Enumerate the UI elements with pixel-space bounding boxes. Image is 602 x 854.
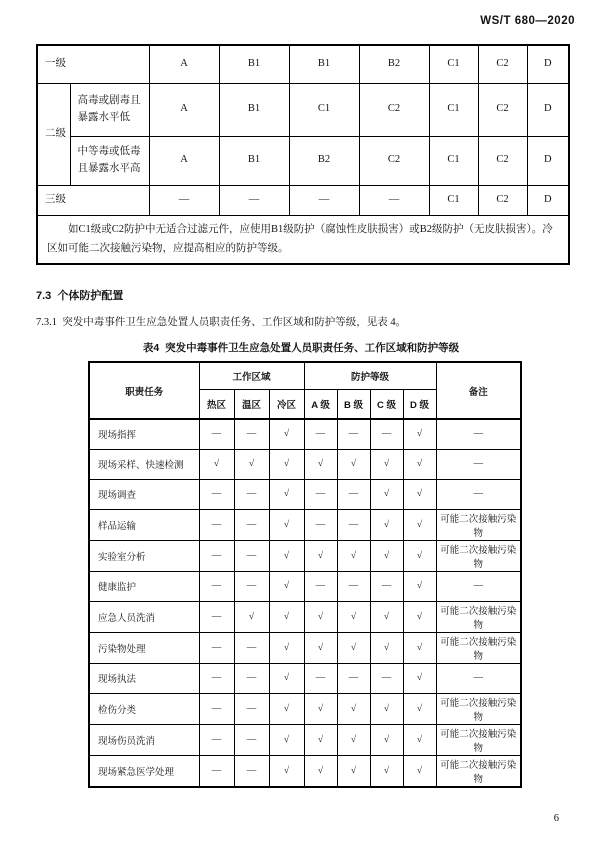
table-row bbox=[89, 724, 521, 755]
task-cell: 现场执法 bbox=[89, 663, 199, 693]
cell: √ bbox=[337, 724, 370, 755]
cell: B2 bbox=[289, 136, 359, 185]
cell: — bbox=[234, 755, 269, 787]
col-header-level-b: B 级 bbox=[337, 389, 370, 419]
remark-cell: — bbox=[436, 479, 521, 509]
cell: — bbox=[199, 479, 234, 509]
cell: D bbox=[527, 185, 569, 215]
table-row bbox=[89, 755, 521, 787]
task-cell: 实验室分析 bbox=[89, 540, 199, 571]
cell: √ bbox=[370, 693, 403, 724]
cell: D bbox=[527, 45, 569, 83]
cell: — bbox=[304, 509, 337, 540]
cell: — bbox=[199, 724, 234, 755]
cell: — bbox=[199, 419, 234, 449]
cell: √ bbox=[370, 601, 403, 632]
cell: √ bbox=[234, 449, 269, 479]
cell: B2 bbox=[359, 45, 429, 83]
cell: √ bbox=[337, 449, 370, 479]
cell: √ bbox=[403, 663, 436, 693]
cell: — bbox=[337, 509, 370, 540]
remark-cell: — bbox=[436, 663, 521, 693]
remark-cell: 可能二次接触污染物 bbox=[436, 755, 521, 787]
cell: B1 bbox=[289, 45, 359, 83]
cell: C2 bbox=[478, 83, 527, 136]
table-note-row bbox=[37, 215, 569, 264]
table-row bbox=[89, 601, 521, 632]
cell: — bbox=[234, 693, 269, 724]
cell: D bbox=[527, 136, 569, 185]
cell: √ bbox=[403, 632, 436, 663]
task-cell: 健康监护 bbox=[89, 571, 199, 601]
cell: √ bbox=[337, 755, 370, 787]
cell: √ bbox=[304, 724, 337, 755]
cell: — bbox=[199, 571, 234, 601]
cell: √ bbox=[370, 479, 403, 509]
cell: √ bbox=[403, 724, 436, 755]
table-row bbox=[89, 693, 521, 724]
col-header-task: 职责任务 bbox=[89, 362, 199, 419]
cell: √ bbox=[370, 509, 403, 540]
cell: B1 bbox=[219, 136, 289, 185]
cell: — bbox=[289, 185, 359, 215]
cell: C2 bbox=[359, 83, 429, 136]
col-header-level-d: D 级 bbox=[403, 389, 436, 419]
cell: — bbox=[304, 571, 337, 601]
table-note-text: 如C1级或C2防护中无适合过滤元件，应使用B1级防护（腐蚀性皮肤损害）或B2级防护（无皮肤损害）。冷区如可能二次接触污染物，应提高相应的防护等级。 bbox=[47, 223, 553, 254]
cell: — bbox=[337, 479, 370, 509]
cell: C1 bbox=[429, 185, 478, 215]
cell: √ bbox=[337, 693, 370, 724]
table-row bbox=[89, 419, 521, 449]
task-cell: 现场紧急医学处理 bbox=[89, 755, 199, 787]
cell: √ bbox=[304, 632, 337, 663]
cell: — bbox=[234, 663, 269, 693]
cell: — bbox=[199, 632, 234, 663]
col-header-level-a: A 级 bbox=[304, 389, 337, 419]
table4-duties-zones-levels bbox=[88, 361, 522, 788]
standard-number-header: WS/T 680—2020 bbox=[480, 15, 575, 27]
cell: B1 bbox=[219, 45, 289, 83]
task-cell: 现场采样、快速检测 bbox=[89, 449, 199, 479]
section-heading-7-3: 7.3 个体防护配置 bbox=[36, 290, 124, 302]
cell: √ bbox=[337, 540, 370, 571]
protection-level-table bbox=[36, 44, 570, 265]
remark-cell: — bbox=[436, 571, 521, 601]
cell: C1 bbox=[429, 45, 478, 83]
cell: √ bbox=[403, 509, 436, 540]
cell: D bbox=[527, 83, 569, 136]
task-cell: 现场调查 bbox=[89, 479, 199, 509]
cell: √ bbox=[370, 540, 403, 571]
cell: √ bbox=[403, 601, 436, 632]
paragraph-7-3-1: 7.3.1 突发中毒事件卫生应急处置人员职责任务、工作区域和防护等级，见表 4。 bbox=[36, 317, 407, 328]
col-header-level-c: C 级 bbox=[370, 389, 403, 419]
cell: √ bbox=[403, 571, 436, 601]
level-label: 二级 bbox=[37, 83, 70, 185]
cell: √ bbox=[403, 540, 436, 571]
cell: √ bbox=[269, 509, 304, 540]
cell: — bbox=[234, 632, 269, 663]
cell: — bbox=[199, 540, 234, 571]
task-cell: 现场指挥 bbox=[89, 419, 199, 449]
task-cell: 污染物处理 bbox=[89, 632, 199, 663]
cell: — bbox=[234, 571, 269, 601]
cell: — bbox=[337, 663, 370, 693]
cell: A bbox=[149, 136, 219, 185]
cell: C2 bbox=[478, 45, 527, 83]
table-row bbox=[37, 136, 569, 185]
cell: — bbox=[199, 755, 234, 787]
cell: √ bbox=[304, 755, 337, 787]
cell: √ bbox=[370, 449, 403, 479]
cell: — bbox=[199, 509, 234, 540]
cell: C2 bbox=[359, 136, 429, 185]
cell: A bbox=[149, 83, 219, 136]
cell: — bbox=[149, 185, 219, 215]
cell: — bbox=[370, 419, 403, 449]
table-row bbox=[89, 663, 521, 693]
table-row bbox=[89, 571, 521, 601]
remark-cell: 可能二次接触污染物 bbox=[436, 601, 521, 632]
cell: — bbox=[199, 693, 234, 724]
page-number: 6 bbox=[553, 813, 559, 824]
cell: √ bbox=[403, 479, 436, 509]
cell: C1 bbox=[429, 83, 478, 136]
cell: √ bbox=[269, 632, 304, 663]
table-row bbox=[89, 540, 521, 571]
col-group-work-zone: 工作区域 bbox=[199, 362, 304, 389]
remark-cell: 可能二次接触污染物 bbox=[436, 509, 521, 540]
task-cell: 现场伤员洗消 bbox=[89, 724, 199, 755]
task-cell: 应急人员洗消 bbox=[89, 601, 199, 632]
cell: — bbox=[234, 724, 269, 755]
cell: √ bbox=[199, 449, 234, 479]
cell: — bbox=[234, 509, 269, 540]
level-label: 三级 bbox=[37, 185, 149, 215]
cell: √ bbox=[269, 724, 304, 755]
table-row bbox=[89, 479, 521, 509]
cell: B1 bbox=[219, 83, 289, 136]
cell: √ bbox=[370, 632, 403, 663]
remark-cell: 可能二次接触污染物 bbox=[436, 693, 521, 724]
table4-caption: 表4 突发中毒事件卫生应急处置人员职责任务、工作区域和防护等级 bbox=[142, 342, 460, 354]
cell: √ bbox=[403, 693, 436, 724]
col-header-hot-zone: 热区 bbox=[199, 389, 234, 419]
cell: √ bbox=[304, 540, 337, 571]
cell: C1 bbox=[289, 83, 359, 136]
cell: √ bbox=[269, 663, 304, 693]
cell: — bbox=[234, 479, 269, 509]
cell: √ bbox=[269, 693, 304, 724]
col-group-protection-level: 防护等级 bbox=[304, 362, 436, 389]
cell: √ bbox=[234, 601, 269, 632]
cell: — bbox=[304, 419, 337, 449]
cell: — bbox=[370, 571, 403, 601]
task-cell: 样品运输 bbox=[89, 509, 199, 540]
cell: √ bbox=[403, 419, 436, 449]
table-row bbox=[37, 83, 569, 136]
cell: — bbox=[359, 185, 429, 215]
sub-label: 中等毒或低毒且暴露水平高 bbox=[70, 136, 149, 185]
level-label: 一级 bbox=[37, 45, 149, 83]
cell: √ bbox=[269, 571, 304, 601]
cell: √ bbox=[403, 449, 436, 479]
table-note bbox=[37, 215, 569, 264]
remark-cell: — bbox=[436, 419, 521, 449]
remark-cell: — bbox=[436, 449, 521, 479]
cell: √ bbox=[337, 601, 370, 632]
cell: √ bbox=[337, 632, 370, 663]
cell: √ bbox=[269, 755, 304, 787]
cell: — bbox=[304, 479, 337, 509]
cell: √ bbox=[370, 724, 403, 755]
sub-label: 高毒或剧毒且暴露水平低 bbox=[70, 83, 149, 136]
cell: — bbox=[337, 419, 370, 449]
table-row bbox=[89, 632, 521, 663]
cell: — bbox=[219, 185, 289, 215]
cell: A bbox=[149, 45, 219, 83]
cell: — bbox=[337, 571, 370, 601]
table-row bbox=[37, 185, 569, 215]
header-row-groups bbox=[89, 362, 521, 389]
cell: √ bbox=[403, 755, 436, 787]
cell: √ bbox=[304, 449, 337, 479]
cell: — bbox=[304, 663, 337, 693]
cell: √ bbox=[269, 419, 304, 449]
cell: C2 bbox=[478, 136, 527, 185]
cell: — bbox=[370, 663, 403, 693]
cell: C1 bbox=[429, 136, 478, 185]
remark-cell: 可能二次接触污染物 bbox=[436, 540, 521, 571]
table-row bbox=[89, 449, 521, 479]
task-cell: 检伤分类 bbox=[89, 693, 199, 724]
col-header-cold-zone: 冷区 bbox=[269, 389, 304, 419]
cell: √ bbox=[269, 479, 304, 509]
cell: — bbox=[234, 419, 269, 449]
cell: √ bbox=[304, 601, 337, 632]
cell: — bbox=[199, 601, 234, 632]
cell: — bbox=[234, 540, 269, 571]
cell: C2 bbox=[478, 185, 527, 215]
remark-cell: 可能二次接触污染物 bbox=[436, 632, 521, 663]
cell: √ bbox=[269, 449, 304, 479]
cell: √ bbox=[370, 755, 403, 787]
cell: — bbox=[199, 663, 234, 693]
col-header-remark: 备注 bbox=[436, 362, 521, 419]
table-row bbox=[37, 45, 569, 83]
table-row bbox=[89, 509, 521, 540]
remark-cell: 可能二次接触污染物 bbox=[436, 724, 521, 755]
col-header-warm-zone: 温区 bbox=[234, 389, 269, 419]
cell: √ bbox=[269, 540, 304, 571]
cell: √ bbox=[304, 693, 337, 724]
cell: √ bbox=[269, 601, 304, 632]
